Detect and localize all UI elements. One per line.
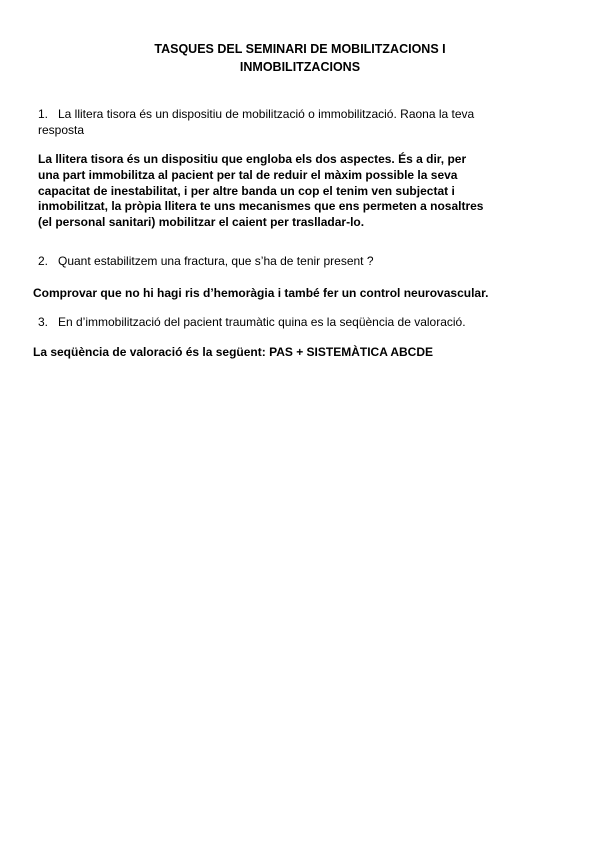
question-1-number: 1. xyxy=(38,107,49,121)
question-1 xyxy=(38,107,488,138)
title-line-1: TASQUES DEL SEMINARI DE MOBILITZACIONS I xyxy=(154,42,446,56)
answer-1-line-5: (el personal sanitari) mobilitzar el caient per traslladar-lo. xyxy=(38,215,365,230)
question-2-number: 2. xyxy=(38,254,49,268)
question-1-text-line-2: resposta xyxy=(38,122,85,137)
answer-3-text: La seqüència de valoració és la següent: PAS + SISTEMÀTICA ABCDE xyxy=(33,345,433,359)
answer-2-text: Comprovar que no hi hagi ris d’hemoràgia i també fer un control neurovascular. xyxy=(33,286,489,300)
answer-2 xyxy=(33,286,488,302)
document-title xyxy=(100,40,500,76)
question-1-line-1 xyxy=(38,107,488,123)
answer-1-line-1: La llitera tisora és un dispositiu que engloba els dos aspectes. És a dir, per xyxy=(38,152,467,166)
answer-1-line-2: una part immobilitza al pacient per tal de reduir el màxim possible la seva xyxy=(38,167,458,182)
title-line-2: INMOBILITZACIONS xyxy=(239,60,361,74)
answer-3 xyxy=(33,345,433,361)
question-2-text: Quant estabilitzem una fractura, que s’ha de tenir present ? xyxy=(58,254,374,268)
question-1-text: La llitera tisora és un dispositiu de mobilització o immobilització. Raona la teva xyxy=(58,107,475,121)
question-2 xyxy=(38,254,374,270)
answer-1-line-4: inmobilitzat, la pròpia llitera te uns mecanismes que ens permeten a nosaltres xyxy=(38,199,484,214)
question-3-text: En d’immobilització del pacient traumàtic quina es la seqüència de valoració. xyxy=(58,315,466,329)
question-3 xyxy=(38,315,466,331)
answer-1-line-3: capacitat de inestabilitat, i per altre banda un cop el tenim ven subjectat i xyxy=(38,183,455,198)
answer-1 xyxy=(38,152,483,231)
question-3-number: 3. xyxy=(38,315,49,329)
